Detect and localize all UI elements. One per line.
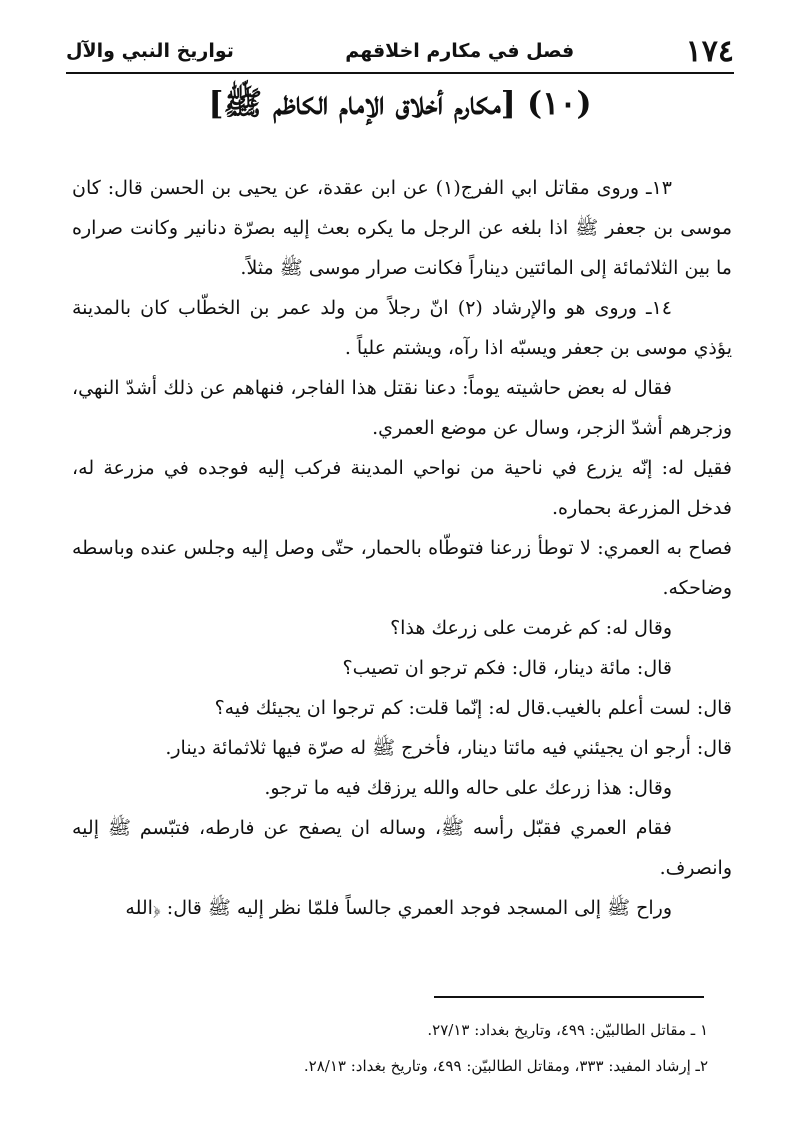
paragraph: وقال له: كم غرمت على زرعك هذا؟	[390, 617, 672, 639]
footnotes	[100, 1012, 708, 1084]
paragraph: قال: أرجو ان يجيئني فيه مائتا دينار، فأخرج ﷺ له صرّة فيها ثلاثمائة دينار.	[165, 737, 732, 759]
paragraph: فقام العمري فقبّل رأسه ﷺ، وساله ان يصفح عن فارطه، فتبّسم ﷺ إليه وانصرف.	[72, 817, 732, 879]
paragraph: فقال له بعض حاشيته يوماً: دعنا نقتل هذا الفاجر، فنهاهم عن ذلك أشدّ النهي، وزجرهم أشدّ الزجر، وسال عن موضع العمري.	[72, 377, 732, 439]
paragraph: قال: لست أعلم بالغيب.قال له: إنّما قلت: كم ترجوا ان يجيئك فيه؟	[214, 697, 732, 719]
paragraph: فصاح به العمري: لا توطأ زرعنا فتوطّاه بالحمار، حتّى وصل إليه وجلس عنده وباسطه وضاحكه.	[72, 537, 732, 599]
body-text	[72, 168, 732, 928]
running-header	[66, 30, 734, 74]
paragraph: فقيل له: إنّه يزرع في ناحية من نواحي المدينة فركب إليه فوجده في مزرعة له، فدخل المزرعة بحماره.	[72, 457, 732, 519]
paragraph: ١٤ـ وروى هو والإرشاد (٢) انّ رجلاً من ولد عمر بن الخطّاب كان بالمدينة يؤذي موسى بن جعفر ويسبّه اذا رآه، ويشتم علياً .	[72, 297, 732, 359]
footnote: ٢ـ إرشاد المفيد: ٣٣٣، ومقاتل الطالبيّن: ٤٩٩، وتاريخ بغداد: ٢٨/١٣.	[303, 1057, 708, 1075]
book-title: تواريخ النبي والآل	[66, 40, 234, 62]
section-heading: (١٠) [مكارم أخلاق الإمام الكاظم ﷺ]	[208, 84, 592, 122]
footnote-divider	[434, 996, 704, 998]
page-number: ١٧٤	[685, 33, 734, 69]
paragraph: وقال: هذا زرعك على حاله والله يرزقك فيه ما ترجو.	[264, 777, 672, 799]
paragraph: قال: مائة دينار، قال: فكم ترجو ان تصيب؟	[342, 657, 672, 679]
footnote: ١ ـ مقاتل الطالبيّن: ٤٩٩، وتاريخ بغداد: ٢٧/١٣.	[427, 1021, 708, 1039]
paragraph: وراح ﷺ إلى المسجد فوجد العمري جالساً فلمّا نظر إليه ﷺ قال: ﴿الله	[125, 897, 672, 919]
paragraph: ١٣ـ وروى مقاتل ابي الفرج(١) عن ابن عقدة، عن يحيى بن الحسن قال: كان موسى بن جعفر ﷺ اذا بلغه عن الرجل ما يكره بعث إليه بصرّة دنانير وكانت صراره ما بين الثلاثمائة إلى المائتين ديناراً فكانت صرار موسى ﷺ مثلاً.	[72, 177, 732, 279]
chapter-title: فصل في مكارم اخلاقهم	[345, 40, 575, 62]
